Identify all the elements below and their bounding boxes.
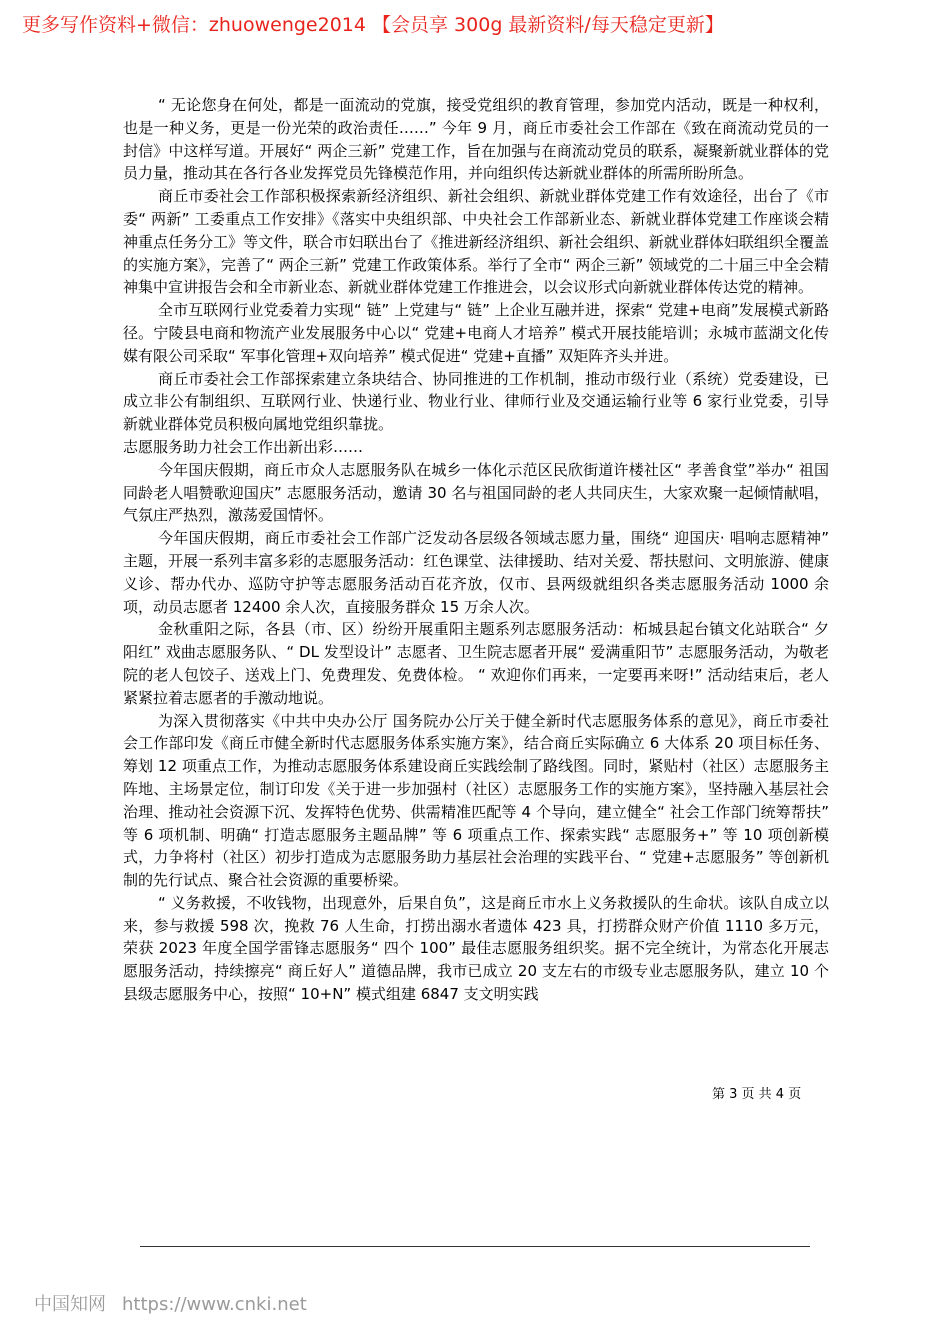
paragraph: 为深入贯彻落实《中共中央办公厅 国务院办公厅关于健全新时代志愿服务体系的意见》，商丘市委社会工作部印发《商丘市健全新时代志愿服务体系实施方案》，结合商丘实际确立 6 大体系 20 项目标任务、筹划 12 项重点工作，为推动志愿服务体系建设商丘实践绘制了路线图。同时，紧贴村（社区）志愿服务主阵地、主场景定位，制订印发《关于进一步加强村（社区）志愿服务工作的实施方案》，坚持融入基层社会治理、推动社会资源下沉、发挥特色优势、供需精准匹配等 4 个导向，建立健全“ 社会工作部门统筹帮扶” 等 6 项机制、明确“ 打造志愿服务主题品牌” 等 6 项重点工作、探索实践“ 志愿服务+” 等 10 项创新模式，力争将村（社区）初步打造成为志愿服务助力基层社会治理的实践平台、“ 党建+志愿服务” 等创新机制的先行试点、聚合社会资源的重要桥梁。 [123, 711, 829, 890]
watermark-brand: 中国知网 [34, 1294, 106, 1315]
promo-banner: 更多写作资料+微信：zhuowenge2014 【会员享 300g 最新资料/每天稳定更新】 [22, 14, 724, 36]
paragraph: 商丘市委社会工作部积极探索新经济组织、新社会组织、新就业群体党建工作有效途径，出台了《市委“ 两新” 工委重点工作安排》《落实中央组织部、中央社会工作部新业态、新就业群体党建工作座谈会精神重点任务分工》等文件，联合市妇联出台了《推进新经济组织、新社会组织、新就业群体妇联组织全覆盖的实施方案》，完善了“ 两企三新” 党建工作政策体系。举行了全市“ 两企三新” 领域党的二十届三中全会精神集中宣讲报告会和全市新业态、新就业群体党建工作推进会，以会议形式向新就业群体传达党的精神。 [123, 187, 829, 297]
section-heading: 志愿服务助力社会工作出新出彩…… [123, 437, 364, 456]
footer-divider [140, 1246, 810, 1247]
watermark-url: https://www.cnki.net [122, 1294, 307, 1315]
paragraph: 商丘市委社会工作部探索建立条块结合、协同推进的工作机制，推动市级行业（系统）党委建设，已成立非公有制组织、互联网行业、快递行业、物业行业、律师行业及交通运输行业等 6 家行业党委，引导新就业群体党员积极向属地党组织靠拢。 [123, 369, 829, 434]
page-number: 第 3 页 共 4 页 [712, 1087, 802, 1102]
paragraph: 全市互联网行业党委着力实现“ 链” 上党建与“ 链” 上企业互融并进，探索“ 党建+电商”发展模式新路径。宁陵县电商和物流产业发展服务中心以“ 党建+电商人才培养” 模式开展技能培训；永城市蓝湖文化传媒有限公司采取“ 军事化管理+双向培养” 模式促进“ 党建+直播” 双矩阵齐头并进。 [123, 301, 829, 365]
watermark [34, 1290, 307, 1320]
paragraph: “ 无论您身在何处，都是一面流动的党旗，接受党组织的教育管理，参加党内活动，既是一种权利，也是一种义务，更是一份光荣的政治责任……” 今年 9 月，商丘市委社会工作部在《致在商流动党员的一封信》中这样写道。开展好“ 两企三新” 党建工作，旨在加强与在商流动党员的联系，凝聚新就业群体的党员力量，推动其在各行各业发挥党员先锋模范作用，并向组织传达新就业群体的所需所盼所急。 [123, 96, 829, 183]
paragraph: 金秋重阳之际，各县（市、区）纷纷开展重阳主题系列志愿服务活动：柘城县起台镇文化站联合“ 夕阳红” 戏曲志愿服务队、“ DL 发型设计” 志愿者、卫生院志愿者开展“ 爱满重阳节” 志愿服务活动，为敬老院的老人包饺子、送戏上门、免费理发、免费体检。 “ 欢迎你们再来，一定要再来呀!” 活动结束后，老人紧紧拉着志愿者的手激动地说。 [123, 620, 829, 707]
article-body [123, 94, 829, 1006]
paragraph: “ 义务救援，不收钱物，出现意外，后果自负”，这是商丘市水上义务救援队的生命状。该队自成立以来，参与救援 598 次，挽救 76 人生命，打捞出溺水者遗体 423 具，打捞群众财产价值 1110 多万元，荣获 2023 年度全国学雷锋志愿服务“ 四个 100” 最佳志愿服务组织奖。据不完全统计，为常态化开展志愿服务活动，持续擦亮“ 商丘好人” 道德品牌，我市已成立 20 支左右的市级专业志愿服务队，建立 10 个县级志愿服务中心，按照“ 10+N” 模式组建 6847 支文明实践 [123, 893, 829, 1004]
paragraph: 今年国庆假期，商丘市委社会工作部广泛发动各层级各领域志愿力量，围绕“ 迎国庆· 唱响志愿精神” 主题，开展一系列丰富多彩的志愿服务活动：红色课堂、法律援助、结对关爱、帮扶慰问、文明旅游、健康义诊、帮办代办、巡防守护等志愿服务活动百花齐放，仅市、县两级就组织各类志愿服务活动 1000 余项，动员志愿者 12400 余人次，直接服务群众 15 万余人次。 [123, 529, 829, 616]
paragraph: 今年国庆假期，商丘市众人志愿服务队在城乡一体化示范区民欣街道许楼社区“ 孝善食堂”举办“ 祖国同龄老人唱赞歌迎国庆” 志愿服务活动，邀请 30 名与祖国同龄的老人共同庆生，大家欢聚一起倾情献唱，气氛庄严热烈，激荡爱国情怀。 [123, 460, 829, 525]
